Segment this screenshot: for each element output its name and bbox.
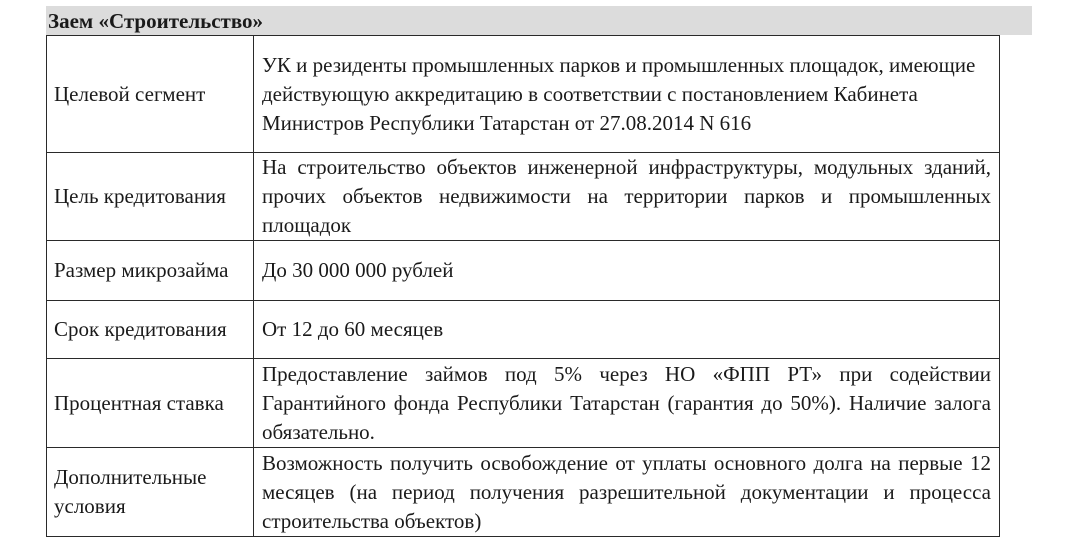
table-row-credit-purpose <box>47 153 1000 241</box>
row-label-credit-purpose: Цель кредитования <box>47 153 254 241</box>
row-value-target-segment: УК и резиденты промышленных парков и промышленных площадок, имеющие действующую аккредитацию в соответствии с постановлением Кабинета Министров Республики Татарстан от 27.08.2014 N 616 <box>254 36 1000 153</box>
table-row-additional-conditions <box>47 448 1000 537</box>
table-row-credit-term <box>47 301 1000 359</box>
row-value-additional-conditions: Возможность получить освобождение от уплаты основного долга на первые 12 месяцев (на период получения разрешительной документации и процесса строительства объектов) <box>254 448 1000 537</box>
table-row-loan-size <box>47 241 1000 301</box>
document-title: Заем «Строительство» <box>46 6 1032 35</box>
row-label-additional-conditions: Дополнительные условия <box>47 448 254 537</box>
row-label-target-segment: Целевой сегмент <box>47 36 254 153</box>
row-label-loan-size: Размер микрозайма <box>47 241 254 301</box>
row-value-loan-size: До 30 000 000 рублей <box>254 241 1000 301</box>
row-value-interest-rate: Предоставление займов под 5% через НО «ФПП РТ» при содействии Гарантийного фонда Республики Татарстан (гарантия до 50%). Наличие залога обязательно. <box>254 359 1000 448</box>
row-label-credit-term: Срок кредитования <box>47 301 254 359</box>
loan-terms-table <box>46 35 1000 537</box>
row-value-credit-purpose: На строительство объектов инженерной инфраструктуры, модульных зданий, прочих объектов недвижимости на территории парков и промышленных площадок <box>254 153 1000 241</box>
table-row-interest-rate <box>47 359 1000 448</box>
row-label-interest-rate: Процентная ставка <box>47 359 254 448</box>
table-row-target-segment <box>47 36 1000 153</box>
row-value-credit-term: От 12 до 60 месяцев <box>254 301 1000 359</box>
